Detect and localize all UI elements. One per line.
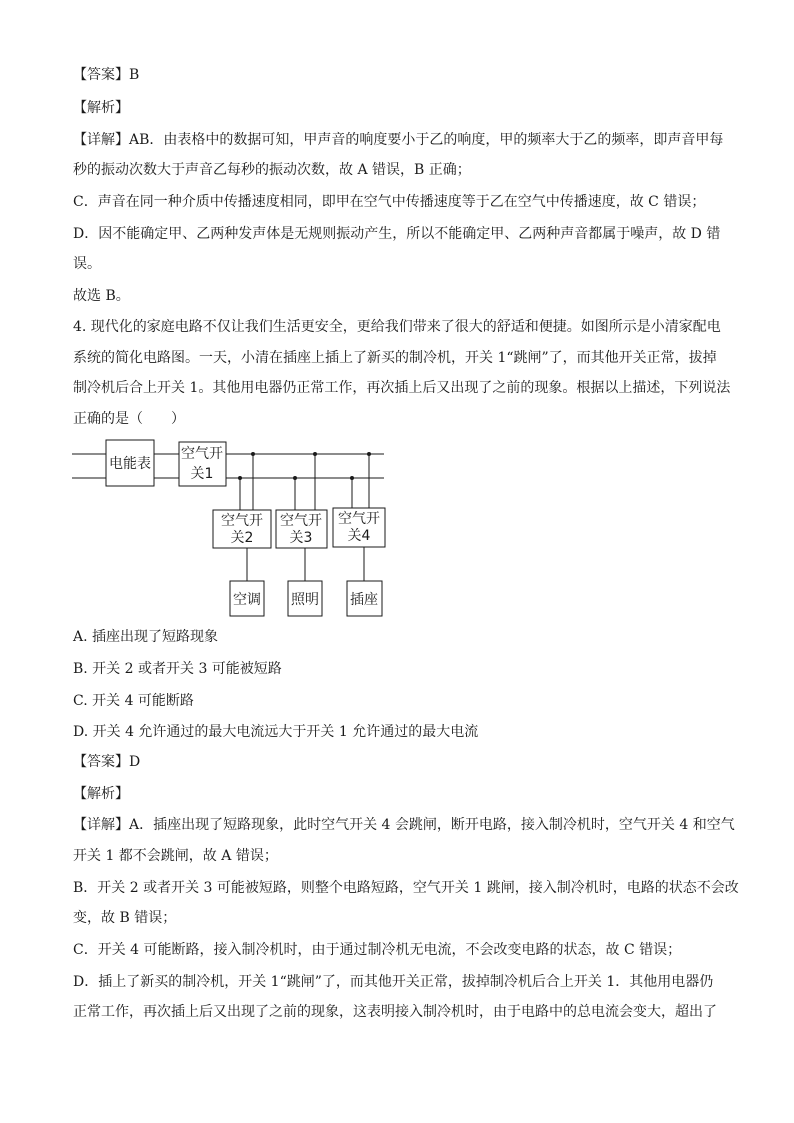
q3-detail-line1 (73, 130, 723, 150)
q4-stem-line4: 正确的是（ ） (73, 411, 185, 427)
q4-stem-line3: 制冷机后合上开关 1。其他用电器仍正常工作，再次插上后又出现了之前的现象。根据以上描述，下列说法 (73, 380, 731, 396)
detail-tag: 【详解】 (73, 817, 129, 833)
switch3-label-bottom: 关3 (289, 530, 313, 546)
q3-analysis-tag: 【解析】 (73, 100, 129, 116)
q4-stem-line2: 系统的简化电路图。一天，小清在插座上插上了新买的制冷机，开关 1“跳闸”了，而其他开关正常，拔掉 (73, 350, 717, 366)
q4-detail-d-line1: D．插上了新买的制冷机，开关 1“跳闸”了，而其他开关正常，拔掉制冷机后合上开关 1．其他用电器仍 (73, 974, 714, 990)
load-light-label: 照明 (291, 592, 319, 608)
switch2-label-bottom: 关2 (230, 530, 254, 546)
q4-answer-line (73, 752, 140, 772)
q4-detail-c-line: C．开关 4 可能断路，接入制冷机时，由于通过制冷机无电流，不会改变电路的状态，故 C 错误； (73, 942, 682, 958)
switch1-label-top: 空气开 (181, 446, 223, 462)
circuit-diagram (70, 438, 390, 620)
q4-detail-a-line1 (73, 815, 735, 835)
q3-answer-line (73, 65, 139, 85)
detail-tag: 【详解】 (73, 132, 129, 148)
q4-option-d: D. 开关 4 允许通过的最大电流远大于开关 1 允许通过的最大电流 (73, 724, 479, 740)
q4-option-b: B. 开关 2 或者开关 3 可能被短路 (73, 661, 282, 677)
answer-tag: 【答案】 (73, 754, 129, 770)
load-socket-label: 插座 (350, 592, 378, 608)
switch4-label-bottom: 关4 (347, 528, 371, 544)
switch2-label-top: 空气开 (221, 513, 263, 529)
answer-value: B (129, 67, 140, 83)
switch4-label-top: 空气开 (338, 511, 380, 527)
q3-option-c-explanation: C．声音在同一种介质中传播速度相同，即甲在空气中传播速度等于乙在空气中传播速度，故 C 错误； (73, 194, 706, 210)
q4-detail-a-line2: 开关 1 都不会跳闸，故 A 错误； (73, 848, 278, 864)
q4-analysis-tag: 【解析】 (73, 786, 129, 802)
q3-detail-line2: 秒的振动次数大于声音乙每秒的振动次数，故 A 错误，B 正确； (73, 162, 471, 178)
q4-option-a: A. 插座出现了短路现象 (73, 629, 219, 645)
q3-option-d-explanation-line2: 误。 (73, 256, 101, 272)
detail-text: A．插座出现了短路现象，此时空气开关 4 会跳闸，断开电路，接入制冷机时，空气开关 4 和空气 (129, 817, 735, 833)
answer-value: D (129, 754, 141, 770)
q4-stem-line1: 4. 现代化的家庭电路不仅让我们生活更安全，更给我们带来了很大的舒适和便捷。如图所示是小清家配电 (73, 319, 721, 335)
q4-detail-b-line1: B．开关 2 或者开关 3 可能被短路，则整个电路短路，空气开关 1 跳闸，接入制冷机时，电路的状态不会改 (73, 880, 739, 896)
switch1-label-bottom: 关1 (190, 466, 214, 482)
answer-tag: 【答案】 (73, 67, 129, 83)
q4-option-c: C. 开关 4 可能断路 (73, 693, 194, 709)
switch3-label-top: 空气开 (280, 513, 322, 529)
detail-text: AB．由表格中的数据可知，甲声音的响度要小于乙的响度，甲的频率大于乙的频率，即声音甲每 (129, 132, 724, 148)
meter-label: 电能表 (109, 456, 151, 472)
q4-detail-b-line2: 变，故 B 错误； (73, 910, 177, 926)
load-ac-label: 空调 (233, 592, 261, 608)
q3-conclusion: 故选 B。 (73, 288, 130, 304)
q4-detail-d-line2: 正常工作，再次插上后又出现了之前的现象，这表明接入制冷机时，由于电路中的总电流会变大，超出了 (73, 1004, 717, 1020)
q3-option-d-explanation-line1: D．因不能确定甲、乙两种发声体是无规则振动产生，所以不能确定甲、乙两种声音都属于噪声，故 D 错 (73, 226, 721, 242)
